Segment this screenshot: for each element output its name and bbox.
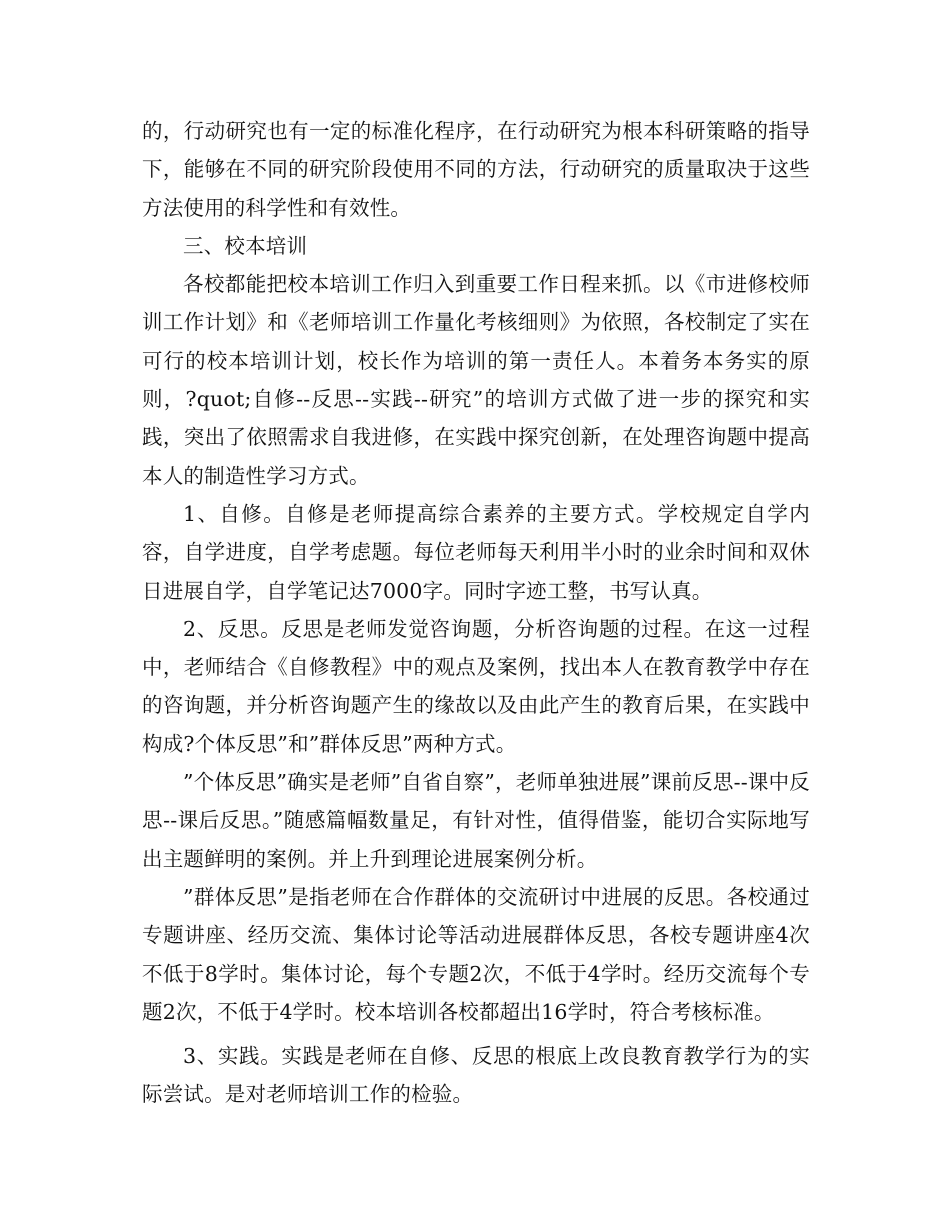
section-heading: 三、校本培训 bbox=[183, 233, 308, 258]
paragraph-group-reflection: ”群体反思”是指老师在合作群体的交流研讨中进展的反思。各校通过专题讲座、经历交流、集体讨论等活动进展群体反思，各校专题讲座4次不低于8学时。集体讨论，每个专题2次，不低于4学时。经历交流每个专题2次，不低于4学时。校本培训各校都超出16学时，符合考核标准。 bbox=[142, 884, 810, 1024]
paragraph-continuation: 的，行动研究也有一定的标准化程序，在行动研究为根本科研策略的指导下，能够在不同的研究阶段使用不同的方法，行动研究的质量取决于这些方法使用的科学性和有效性。 bbox=[142, 119, 810, 220]
paragraph-reflection: 2、反思。反思是老师发觉咨询题，分析咨询题的过程。在这一过程中，老师结合《自修教程》中的观点及案例，找出本人在教育教学中存在的咨询题，并分析咨询题产生的缘故以及由此产生的教育后果，在实践中构成?个体反思”和”群体反思”两种方式。 bbox=[142, 616, 810, 756]
document-page bbox=[142, 112, 810, 1114]
paragraph-school-training: 各校都能把校本培训工作归入到重要工作日程来抓。以《市进修校师训工作计划》和《老师培训工作量化考核细则》为依照，各校制定了实在可行的校本培训计划，校长作为培训的第一责任人。本着务本务实的原则，?quot;自修--反思--实践--研究”的培训方式做了进一步的探究和实践，突出了依照需求自我进修，在实践中探究创新，在处理咨询题中提高本人的制造性学习方式。 bbox=[142, 272, 810, 488]
paragraph-individual-reflection: ”个体反思”确实是老师”自省自察”，老师单独进展”课前反思--课中反思--课后反思。”随感篇幅数量足，有针对性，值得借鉴，能切合实际地写出主题鲜明的案例。并上升到理论进展案例分析。 bbox=[142, 770, 810, 871]
paragraph-self-study: 1、自修。自修是老师提高综合素养的主要方式。学校规定自学内容，自学进度，自学考虑题。每位老师每天利用半小时的业余时间和双休日进展自学，自学笔记达7000字。同时字迹工整，书写认真。 bbox=[142, 501, 810, 603]
paragraph-practice: 3、实践。实践是老师在自修、反思的根底上改良教育教学行为的实际尝试。是对老师培训工作的检验。 bbox=[142, 1044, 810, 1107]
